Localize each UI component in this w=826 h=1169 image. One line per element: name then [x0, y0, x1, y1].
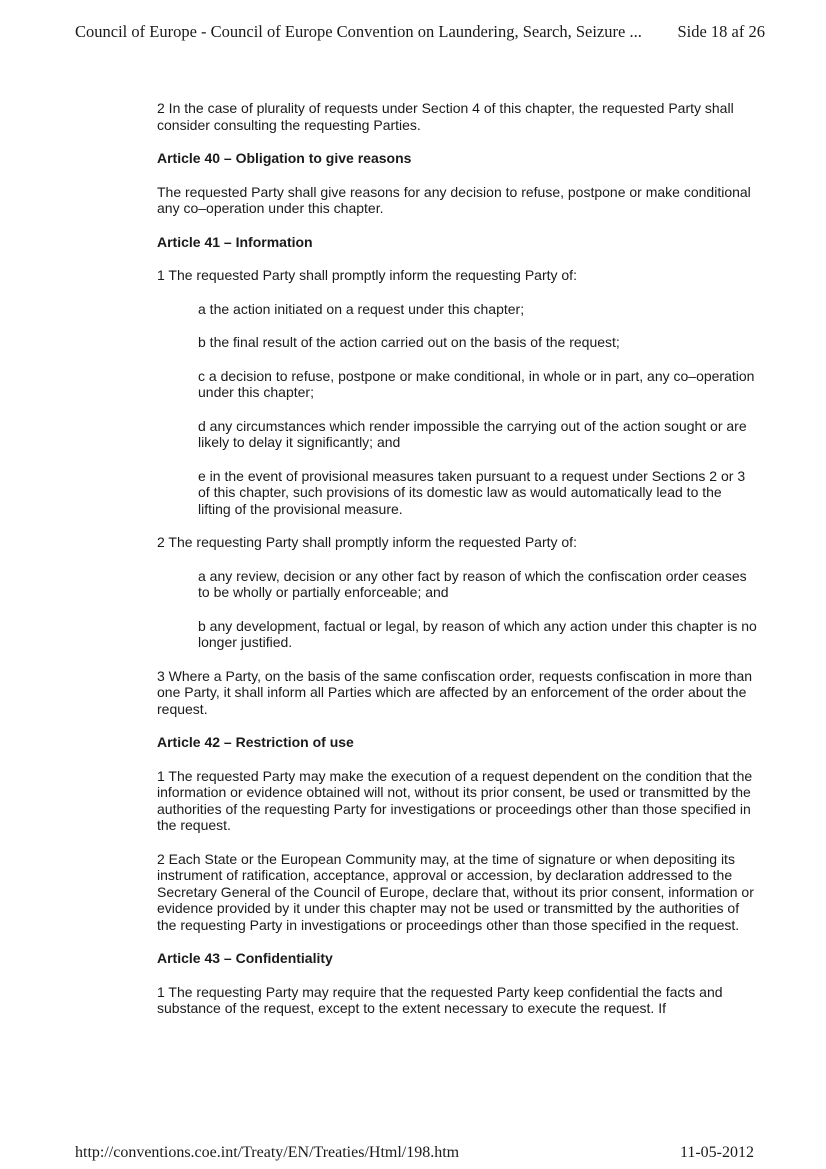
document-title: Council of Europe - Council of Europe Convention on Laundering, Search, Seizure ... — [75, 22, 642, 41]
list-item: d any circumstances which render impossible the carrying out of the action sought or are likely to delay it significantly; and — [198, 417, 747, 450]
heading-article-42: Article 42 – Restriction of use — [157, 734, 354, 750]
list-item: a any review, decision or any other fact by reason of which the confiscation order ceases to be wholly or partially enforceable; and — [198, 567, 747, 600]
paragraph-art42-1: 1 The requested Party may make the execution of a request dependent on the condition that the information or evidence obtained will not, without its prior consent, be used or transmitted by the authorities of the requesting Party for investigations or proceedings other than those specified in the request. — [157, 767, 753, 833]
paragraph-art41-3: 3 Where a Party, on the basis of the same confiscation order, requests confiscation in more than one Party, it shall inform all Parties which are affected by an enforcement of the order about the request. — [157, 667, 753, 717]
page-number: Side 18 af 26 — [677, 22, 765, 41]
list-item: c a decision to refuse, postpone or make conditional, in whole or in part, any co–operation under this chapter; — [198, 367, 755, 400]
paragraph-art43-1: 1 The requesting Party may require that the requested Party keep confidential the facts and substance of the request, except to the extent necessary to execute the request. If — [157, 983, 723, 1016]
document-body — [157, 100, 757, 1034]
paragraph-art42-2: 2 Each State or the European Community may, at the time of signature or when depositing its instrument of ratification, acceptance, approval or accession, by declaration addressed to the Secretary General of the Council of Europe, declare that, without its prior consent, information or evidence provided by it under this chapter may not be used or transmitted by the authorities of the requesting Party in investigations or proceedings other than those specified in the request. — [157, 850, 754, 933]
source-url: http://conventions.coe.int/Treaty/EN/Treaties/Html/198.htm — [75, 1144, 460, 1161]
paragraph-art40: The requested Party shall give reasons for any decision to refuse, postpone or make conditional any co–operation under this chapter. — [157, 183, 751, 216]
list-item: b the final result of the action carried out on the basis of the request; — [198, 334, 620, 350]
list-item: a the action initiated on a request under this chapter; — [198, 300, 525, 317]
heading-article-41: Article 41 – Information — [157, 233, 313, 250]
heading-article-43: Article 43 – Confidentiality — [157, 950, 333, 966]
heading-article-40: Article 40 – Obligation to give reasons — [157, 150, 412, 166]
paragraph-art39-2: 2 In the case of plurality of requests under Section 4 of this chapter, the requested Party shall consider consulting the requesting Parties. — [157, 100, 734, 133]
list-item: b any development, factual or legal, by reason of which any action under this chapter is no longer justified. — [198, 617, 757, 650]
print-date: 11-05-2012 — [679, 1144, 754, 1161]
list-item: e in the event of provisional measures taken pursuant to a request under Sections 2 or 3 of this chapter, such provisions of its domestic law as would automatically lead to the lifting of the provisional measure. — [198, 467, 746, 517]
paragraph-art41-2: 2 The requesting Party shall promptly inform the requested Party of: — [157, 534, 577, 550]
paragraph-art41-1: 1 The requested Party shall promptly inform the requesting Party of: — [157, 267, 577, 283]
